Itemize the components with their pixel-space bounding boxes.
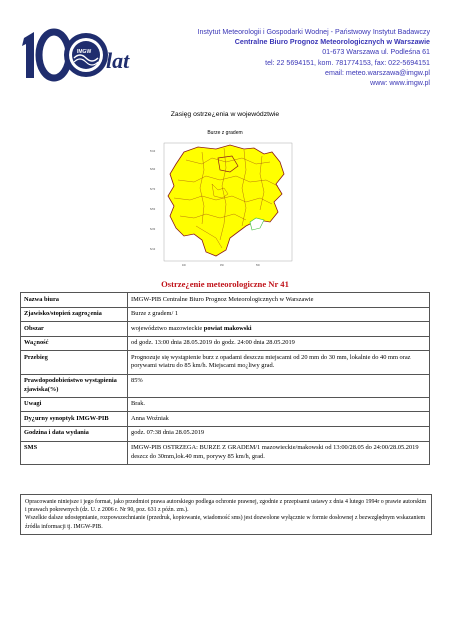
voivodeship-warning-map bbox=[146, 140, 296, 272]
table-row bbox=[21, 351, 430, 374]
office-header bbox=[140, 27, 430, 88]
row-key: Uwagi bbox=[21, 397, 128, 412]
office-email[interactable]: email: meteo.warszawa@imgw.pl bbox=[325, 68, 430, 77]
table-row bbox=[21, 412, 430, 427]
row-key: Wa¿ność bbox=[21, 336, 128, 351]
table-row bbox=[21, 374, 430, 397]
svg-text:5250: 5250 bbox=[150, 209, 156, 211]
table-row bbox=[21, 336, 430, 351]
row-value: IMGW-PIB Centralne Biuro Prognoz Meteorologicznych w Warszawie bbox=[128, 293, 430, 308]
svg-text:5210: 5210 bbox=[150, 249, 156, 251]
office-name: Centralne Biuro Prognoz Meteorologicznych w Warszawie bbox=[234, 38, 430, 47]
svg-text:5230: 5230 bbox=[150, 229, 156, 231]
row-value: od godz. 13:00 dnia 28.05.2019 do godz. 24:00 dnia 28.05.2019 bbox=[128, 336, 430, 351]
office-address: 01-673 Warszawa ul. Podleśna 61 bbox=[322, 48, 430, 57]
imgw-100-lat-logo bbox=[20, 28, 140, 84]
office-phones: tel: 22 5694151, kom. 781774153, fax: 022-5694151 bbox=[265, 58, 430, 67]
table-row bbox=[21, 293, 430, 308]
row-value: Brak. bbox=[128, 397, 430, 412]
office-www[interactable]: www: www.imgw.pl bbox=[370, 79, 430, 88]
redistribution-paragraph: Wszelkie dalsze udostępnianie, rozpowszechnianie (przedruk, kopiowanie, wiadomość sms) jest dozwolone wyłącznie w formie dosłownej z bezwzględnym wskazaniem źródła informacji tj. IMGW-PIB. bbox=[25, 515, 426, 530]
row-value: Prognozuje się wystąpienie burz z opadami deszczu miejscami od 20 mm do 30 mm, lokalnie do 40 mm oraz porywami wiatru do 85 km/h. Miejscami mo¿liwy grad. bbox=[128, 351, 430, 374]
table-row bbox=[21, 307, 430, 322]
row-key: Nazwa biura bbox=[21, 293, 128, 308]
warning-details-table bbox=[20, 292, 430, 465]
map-title: Zasięg ostrze¿enia w województwie bbox=[170, 111, 280, 118]
warning-title: Ostrze¿enie meteorologiczne Nr 41 bbox=[161, 279, 289, 289]
row-key: Przebieg bbox=[21, 351, 128, 374]
svg-text:5270: 5270 bbox=[150, 189, 156, 191]
logo-initials: IMGW bbox=[77, 49, 92, 55]
map-subtitle: Burze z gradem bbox=[207, 130, 243, 136]
row-value: Burze z gradem/ 1 bbox=[128, 307, 430, 322]
row-value: godz. 07:38 dnia 28.05.2019 bbox=[128, 426, 430, 441]
logo-graphic bbox=[20, 28, 140, 84]
row-key: Dy¿urny synoptyk IMGW-PIB bbox=[21, 412, 128, 427]
row-value: IMGW-PIB OSTRZEGA: BURZE Z GRADEM/1 mazowieckie/makowski od 13:00/28.05 do 24:00/28.05.2019 deszcz do 30mm,lok.40 mm, porywy 85 km/h, grad. bbox=[128, 441, 430, 464]
svg-text:5290: 5290 bbox=[150, 169, 156, 171]
row-key: Prawdopodobieństwo wystąpienia zjawiska(%) bbox=[21, 374, 128, 397]
row-key: SMS bbox=[21, 441, 128, 464]
area-county: powiat makowski bbox=[203, 324, 252, 332]
mazowieckie-map bbox=[146, 140, 296, 272]
svg-text:400: 400 bbox=[182, 265, 186, 267]
table-row bbox=[21, 441, 430, 464]
svg-text:5310: 5310 bbox=[150, 151, 156, 153]
row-key: Godzina i data wydania bbox=[21, 426, 128, 441]
institute-name: Instytut Meteorologii i Gospodarki Wodnej - Państwowy Instytut Badawczy bbox=[197, 28, 430, 36]
row-value: Anna Woźniak bbox=[128, 412, 430, 427]
row-value bbox=[128, 322, 430, 337]
row-value: 85% bbox=[128, 374, 430, 397]
row-key: Obszar bbox=[21, 322, 128, 337]
area-region: województwo mazowieckie bbox=[131, 324, 204, 332]
table-row bbox=[21, 426, 430, 441]
copyright-paragraph: Opracowanie niniejsze i jego format, jako przedmiot prawa autorskiego podlega ochronie prawnej, zgodnie z przepisami ustawy z dnia 4 lutego 1994r o prawie autorskim i prawach pokrewnych (dz. U. z 2006 r. Nr 90, poz. 631 z późn. zm.). bbox=[25, 499, 427, 514]
svg-text:500: 500 bbox=[256, 265, 260, 267]
table-row bbox=[21, 397, 430, 412]
copyright-notice bbox=[20, 494, 432, 535]
row-key: Zjawisko/stopień zagro¿enia bbox=[21, 307, 128, 322]
logo-lat-text: lat bbox=[106, 48, 130, 73]
svg-text:450: 450 bbox=[220, 265, 224, 267]
table-row bbox=[21, 322, 430, 337]
